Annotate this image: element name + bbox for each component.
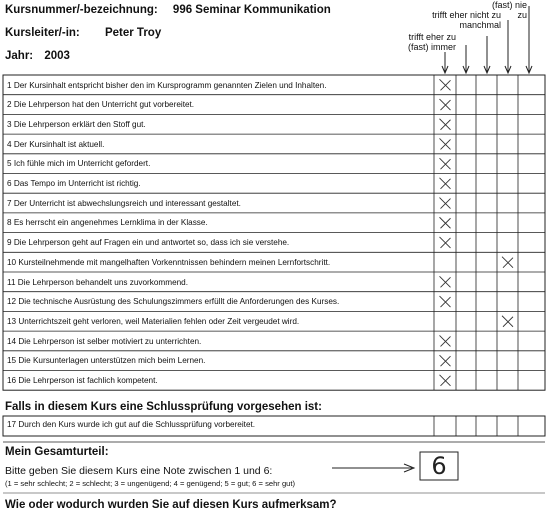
item-check-mark[interactable] (502, 257, 513, 268)
item-text: Ich fühle mich im Unterricht gefordert. (13, 159, 151, 169)
item-check-mark[interactable] (440, 178, 451, 189)
item-row-6 (7, 179, 141, 188)
item-check-mark[interactable] (440, 79, 451, 90)
item-number: 6 (7, 179, 14, 188)
item-text: Es herrscht ein angenehmes Lernklima in der Klasse. (13, 218, 208, 228)
item-row-15 (7, 356, 205, 365)
item-check-mark[interactable] (440, 276, 451, 287)
item-check-mark[interactable] (440, 99, 451, 110)
item-row-2 (7, 100, 194, 109)
item-check-mark[interactable] (440, 237, 451, 248)
item-check-mark[interactable] (440, 375, 451, 386)
item-number: 12 (7, 297, 19, 307)
item-number: 2 (7, 100, 14, 110)
item-text: Die Lehrperson geht auf Fragen ein und antwortet so, dass ich sie verstehe. (13, 238, 290, 248)
scale-header-always-line2: (fast) immer (408, 42, 456, 52)
item-row-9 (7, 238, 289, 247)
year-label: Jahr: (5, 50, 34, 62)
item-row-7 (7, 199, 241, 208)
item-number: 7 (7, 198, 14, 208)
scale-header-sometimes-line1: trifft eher nicht zu (432, 10, 501, 20)
grade-value[interactable]: 6 (431, 452, 447, 480)
item-text: Die technische Ausrüstung des Schulungszimmers erfüllt die Anforderungen des Kurses. (18, 297, 340, 307)
overall-title: Mein Gesamturteil: (5, 446, 109, 458)
item-text: Unterrichtszeit geht verloren, weil Materialien fehlen oder Zeit vergeudet wird. (18, 316, 300, 326)
item-check-mark[interactable] (440, 119, 451, 130)
exam-item-text (7, 420, 255, 429)
scale-header-always-line1: trifft eher zu (408, 32, 456, 42)
item-number: 10 (7, 257, 19, 267)
item-check-mark[interactable] (502, 316, 513, 327)
item-text: Die Lehrperson erklärt den Stoff gut. (13, 119, 146, 129)
item-number: 13 (7, 316, 19, 326)
item-number: 15 (7, 356, 19, 366)
item-number: 16 (7, 376, 19, 385)
overall-prompt: Bitte geben Sie diesem Kurs eine Note zwischen 1 und 6: (5, 465, 273, 477)
item-check-mark[interactable] (440, 335, 451, 346)
item-text: Kursteilnehmende mit mangelhaften Vorkenntnissen behindern meinen Lernfortschritt. (18, 257, 331, 267)
year-value: 2003 (44, 50, 70, 62)
scale-header-never-line1: (fast) nie (491, 0, 527, 10)
item-text: Die Kursunterlagen unterstützen mich beim Lernen. (18, 356, 206, 366)
item-text: Der Kursinhalt ist aktuell. (13, 139, 105, 149)
item-row-3 (7, 120, 146, 129)
item-row-4 (7, 140, 104, 149)
item-check-mark[interactable] (440, 355, 451, 366)
item-text: Das Tempo im Unterricht ist richtig. (13, 179, 141, 188)
item-row-8 (7, 218, 208, 227)
item-text: Die Lehrperson ist fachlich kompetent. (18, 376, 158, 385)
item-check-mark[interactable] (440, 198, 451, 209)
item-check-mark[interactable] (440, 158, 451, 169)
item-check-mark[interactable] (440, 138, 451, 149)
item-row-16 (7, 376, 158, 385)
exam-section-title: Falls in diesem Kurs eine Schlussprüfung vorgesehen ist: (5, 401, 322, 413)
exam-item-label: Durch den Kurs wurde ich gut auf die Schlussprüfung vorbereitet. (18, 420, 256, 429)
item-row-12 (7, 297, 339, 306)
course-label: Kursnummer/-bezeichnung: (5, 4, 158, 16)
item-number: 8 (7, 218, 14, 228)
item-row-11 (7, 278, 188, 287)
course-value: 996 Seminar Kommunikation (172, 4, 331, 16)
item-number: 3 (7, 119, 14, 129)
item-text: Der Kursinhalt entspricht bisher den im Kursprogramm genannten Zielen und Inhalten. (13, 80, 327, 90)
item-text: Der Unterricht ist abwechslungsreich und interessant gestaltet. (13, 198, 241, 208)
item-number: 4 (7, 139, 14, 149)
scale-header-never-line2: zu (517, 10, 527, 20)
scale-header-sometimes-line2: manchmal (459, 20, 501, 30)
item-text: Die Lehrperson behandelt uns zuvorkommend. (17, 277, 188, 287)
item-row-10 (7, 258, 330, 267)
item-check-mark[interactable] (440, 217, 451, 228)
item-number: 11 (7, 277, 18, 287)
item-text: Die Lehrperson hat den Unterricht gut vorbereitet. (13, 100, 195, 110)
grade-scale-text: (1 = sehr schlecht; 2 = schlecht; 3 = ungenügend; 4 = genügend; 5 = gut; 6 = sehr gut) (5, 479, 296, 488)
item-check-mark[interactable] (440, 296, 451, 307)
item-number: 9 (7, 238, 14, 248)
item-row-1 (7, 81, 327, 90)
item-number: 1 (7, 80, 14, 90)
leader-value: Peter Troy (104, 27, 162, 39)
item-row-13 (7, 317, 299, 326)
item-row-14 (7, 337, 201, 346)
item-row-5 (7, 159, 150, 168)
exam-item-number: 17 (7, 420, 17, 429)
awareness-question: Wie oder wodurch wurden Sie auf diesen Kurs aufmerksam? (5, 499, 337, 511)
item-text: Die Lehrperson ist selber motiviert zu unterrichten. (18, 336, 202, 346)
leader-label: Kursleiter/-in: (5, 27, 80, 39)
item-number: 5 (7, 159, 14, 169)
item-number: 14 (7, 336, 19, 346)
